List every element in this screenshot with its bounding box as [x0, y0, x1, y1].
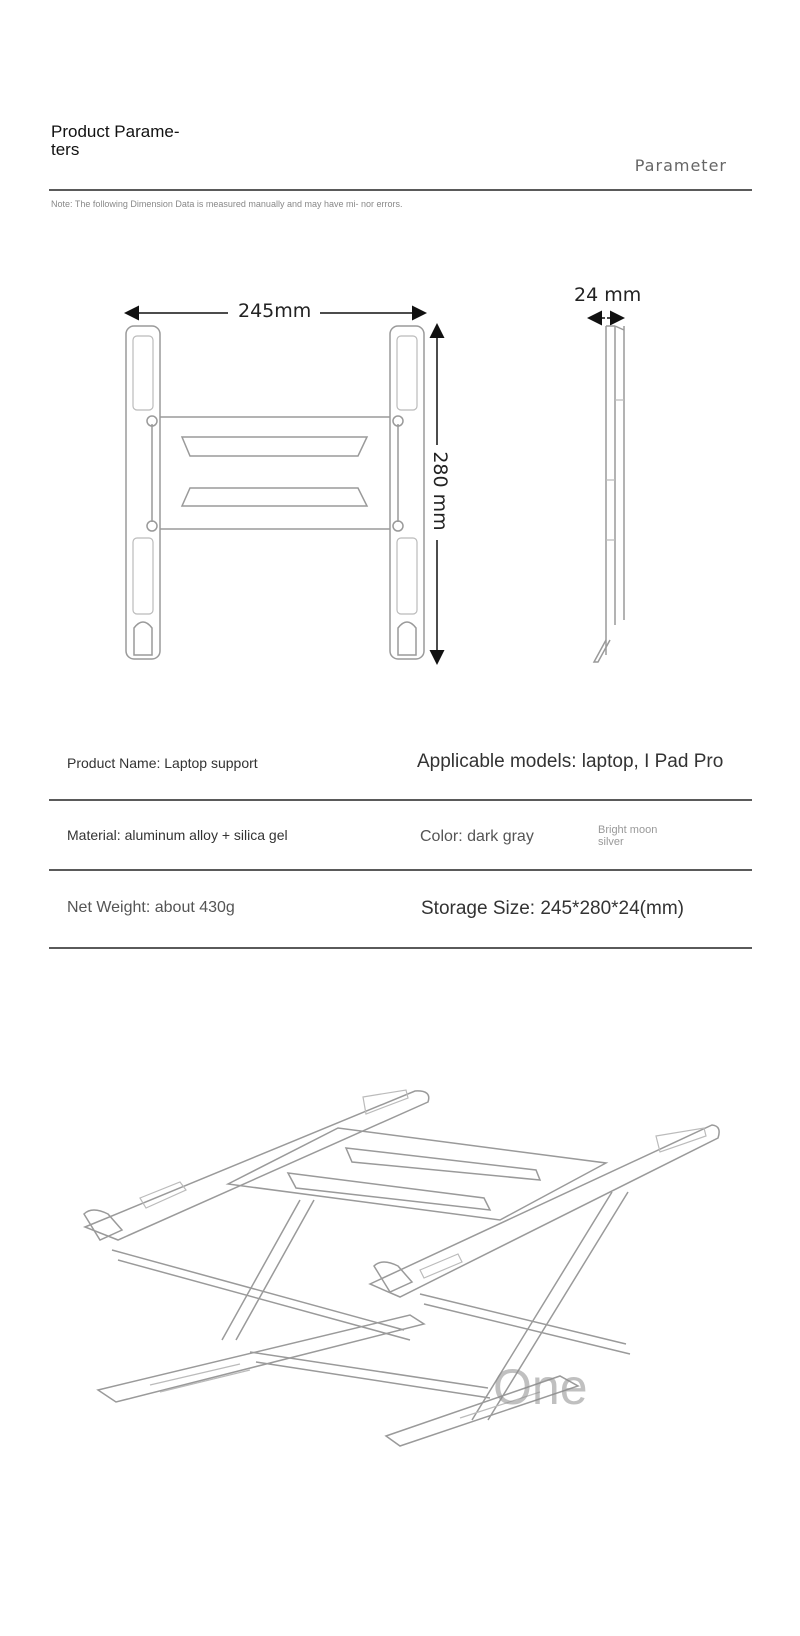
- thickness-label: 24 mm: [574, 284, 642, 306]
- color-alt: Bright moon silver: [598, 824, 658, 848]
- color: Color: dark gray: [420, 828, 534, 845]
- row-divider-2: [49, 869, 752, 871]
- watermark-text: One: [493, 1359, 588, 1415]
- parameter-label: Parameter: [634, 156, 727, 175]
- product-name: Product Name: Laptop support: [67, 755, 258, 771]
- width-label: 245mm: [238, 300, 312, 322]
- page-title: Product Parame- ters: [51, 122, 180, 159]
- measurement-note: Note: The following Dimension Data is measured manually and may have mi- nor errors.: [51, 199, 403, 209]
- front-view-stand: [126, 326, 424, 659]
- dimension-drawing: [0, 270, 800, 670]
- height-label: 280 mm: [429, 451, 451, 531]
- applicable-models: Applicable models: laptop, I Pad Pro: [417, 751, 724, 772]
- row-divider-1: [49, 799, 752, 801]
- row-divider-3: [49, 947, 752, 949]
- storage-size: Storage Size: 245*280*24(mm): [421, 898, 684, 919]
- material: Material: aluminum alloy + silica gel: [67, 827, 288, 843]
- net-weight: Net Weight: about 430g: [67, 899, 235, 916]
- header-divider: [49, 189, 752, 191]
- side-view-stand: [594, 326, 624, 662]
- stand-perspective-drawing: [0, 1080, 800, 1460]
